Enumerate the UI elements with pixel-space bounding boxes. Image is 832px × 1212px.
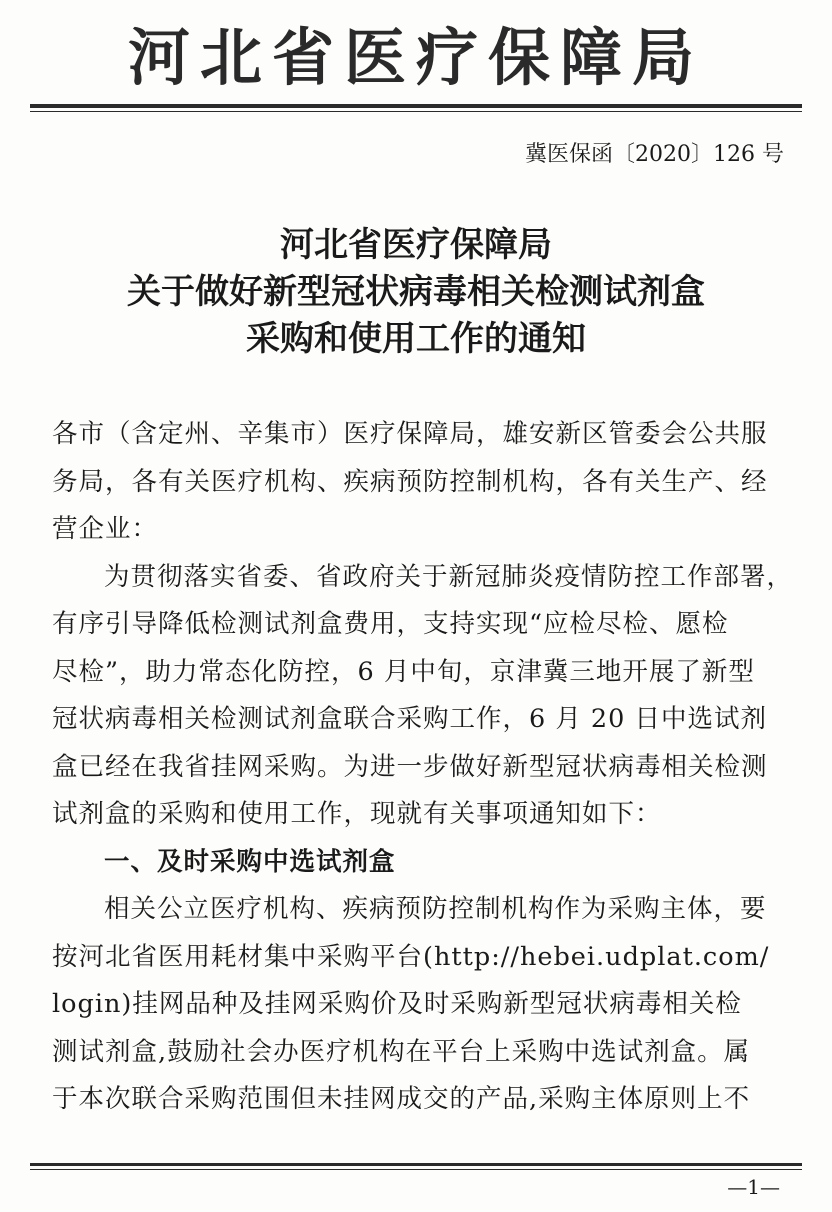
paragraph-line: 按河北省医用耗材集中采购平台(http://hebei.udplat.com/ — [52, 941, 770, 972]
page-number: —1— — [727, 1175, 780, 1199]
addressee-line: 各市（含定州、辛集市）医疗保障局，雄安新区管委会公共服 — [52, 419, 768, 449]
document-number: 冀医保函〔2020〕126 号 — [525, 142, 784, 167]
paragraph-line: 于本次联合采购范围但未挂网成交的产品,采购主体原则上不 — [52, 1084, 751, 1114]
paragraph-line: 为贯彻落实省委、省政府关于新冠肺炎疫情防控工作部署， — [104, 561, 794, 592]
document-body — [52, 411, 796, 1124]
header-rule-thin — [30, 111, 802, 112]
document-title — [30, 222, 802, 363]
paragraph-line: login)挂网品种及挂网采购价及时采购新型冠状病毒相关检 — [52, 989, 742, 1019]
addressee-line: 务局，各有关医疗机构、疾病预防控制机构，各有关生产、经 — [52, 466, 768, 497]
paragraph-line: 相关公立医疗机构、疾病预防控制机构作为采购主体，要 — [104, 894, 767, 924]
paragraph-line: 有序引导降低检测试剂盒费用，支持实现“应检尽检、愿检 — [52, 609, 729, 639]
title-line-2: 关于做好新型冠状病毒相关检测试剂盒 — [127, 272, 705, 312]
footer-rule-thick — [30, 1163, 802, 1166]
paragraph-line: 冠状病毒相关检测试剂盒联合采购工作，6 月 20 日中选试剂 — [52, 704, 767, 734]
paragraph-line: 尽检”，助力常态化防控，6 月中旬，京津冀三地开展了新型 — [52, 656, 755, 687]
section-heading: 一、及时采购中选试剂盒 — [104, 846, 396, 877]
paragraph-line: 盒已经在我省挂网采购。为进一步做好新型冠状病毒相关检测 — [52, 751, 768, 782]
agency-header: 河北省医疗保障局 — [127, 21, 704, 94]
addressee-line: 营企业： — [52, 514, 159, 544]
paragraph-line: 试剂盒的采购和使用工作，现就有关事项通知如下： — [52, 799, 662, 829]
footer-rule-thin — [30, 1169, 802, 1170]
title-line-1: 河北省医疗保障局 — [280, 225, 552, 265]
title-line-3: 采购和使用工作的通知 — [246, 319, 586, 359]
paragraph-line: 测试剂盒,鼓励社会办医疗机构在平台上采购中选试剂盒。属 — [52, 1036, 751, 1067]
header-rule-thick — [30, 104, 802, 108]
